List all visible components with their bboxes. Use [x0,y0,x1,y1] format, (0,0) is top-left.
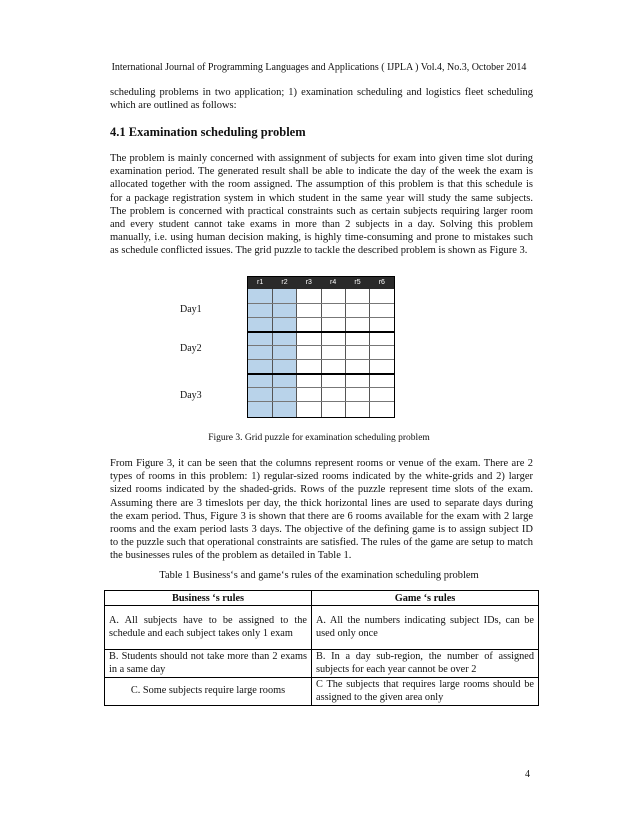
grid-column-r3: r3 [305,279,312,286]
table-header-row [105,591,539,606]
game-rule-a: A. All the numbers indicating subject IDs, can be used only once [312,606,539,650]
game-rule-b: B. In a day sub-region, the number of assigned subjects for each year cannot be over 2 [312,650,539,678]
page-number: 4 [525,769,530,780]
business-rule-c: C. Some subjects require large rooms [105,678,312,706]
table-caption: Table 1 Business‘s and game‘s rules of the examination scheduling problem [159,570,479,581]
table-row [105,606,539,650]
grid-column-headers [248,277,394,289]
day3-label: Day3 [180,390,202,401]
day1-label: Day1 [180,304,202,315]
grid-column-r5: r5 [354,279,361,286]
grid-column-r6: r6 [378,279,385,286]
grid-row-line [248,345,394,346]
business-rule-a: A. All subjects have to be assigned to the schedule and each subject takes only 1 exam [105,606,312,650]
day-separator-line [248,373,394,375]
grid-vertical-line [296,289,297,417]
grid-column-r1: r1 [257,279,264,286]
grid-column-r2: r2 [281,279,288,286]
day-separator-line [248,331,394,333]
figure-caption: Figure 3. Grid puzzle for examination scheduling problem [208,433,430,443]
business-rules-header: Business ‘s rules [105,591,312,606]
game-rule-c: C The subjects that requires large rooms should be assigned to the given area only [312,678,539,706]
grid-row-line [248,401,394,402]
rules-table [104,590,539,706]
grid-column-r4: r4 [330,279,337,286]
day2-label: Day2 [180,343,202,354]
table-row [105,650,539,678]
grid-row-line [248,317,394,318]
intro-paragraph: scheduling problems in two application; 1) examination scheduling and logistics fleet scheduling which are outlined as follows: [110,87,533,112]
grid-row-line [248,359,394,360]
grid-vertical-line [345,289,346,417]
grid-puzzle-figure [247,276,395,418]
section-heading: 4.1 Examination scheduling problem [110,125,306,139]
grid-row-line [248,387,394,388]
problem-paragraph: The problem is mainly concerned with assignment of subjects for exam into given time slot during examination period. The generated result shall be able to indicate the day of the week the exam is allocated together with the room assigned. The assumption of this problem is that this schedule is for a package registration system in which student in the same year will study the same subjects. The problem is concerned with practical constraints such as certain subjects requiring larger room and every student cannot take exams in more than 2 subjects in a day. Solving this problem manually, i.e. using human decision making, is highly time-consuming and prone to mistakes such as schedule conflicted issues. The grid puzzle to tackle the described problem is shown as Figure 3. [110,153,533,257]
business-rule-b: B. Students should not take more than 2 exams in a same day [105,650,312,678]
grid-vertical-line [272,289,273,417]
game-rules-header: Game ‘s rules [312,591,539,606]
grid-vertical-line [321,289,322,417]
grid-vertical-line [369,289,370,417]
explanation-paragraph: From Figure 3, it can be seen that the columns represent rooms or venue of the exam. There are 2 types of rooms in this problem: 1) regular-sized rooms indicated by the white-grids and 2) larger sized rooms indicated by the shaded-grids. Rows of the puzzle represent time slots of the exam. Assuming there are 3 timeslots per day, the thick horizontal lines are used to separate days during the exam period. Thus, Figure 3 is shown that there are 6 rooms available for the exam with 2 large rooms and the exam period lasts 3 days. The objective of the defining game is to assign subject ID to the puzzle such that operational constraints are satisfied. The rules of the game are setup to match the businesses rules of the problem as detailed in Table 1. [110,458,533,562]
journal-header: International Journal of Programming Languages and Applications ( IJPLA ) Vol.4, No.3, October 2014 [111,62,527,73]
grid-row-line [248,303,394,304]
table-row [105,678,539,706]
